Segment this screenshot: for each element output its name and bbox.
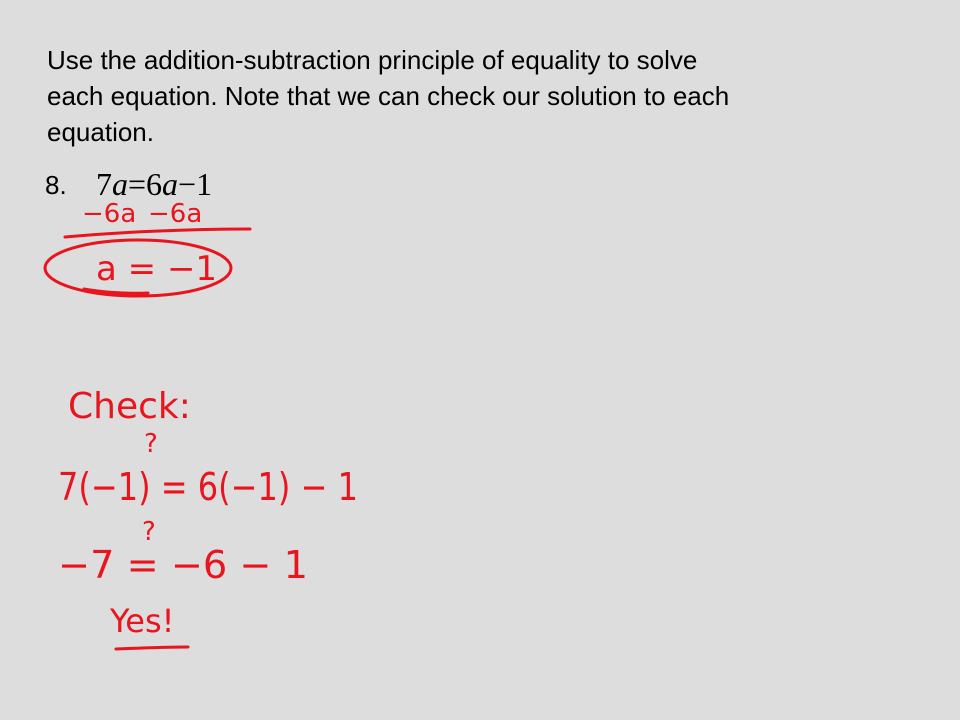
equation-rhs-coefficient: 6: [146, 166, 163, 202]
check-label: Check:: [68, 386, 191, 427]
subtract-6a-left: −6a: [82, 199, 137, 229]
check-line-2: −7 = −6 − 1: [58, 543, 308, 587]
instructions-line-2: each equation. Note that we can check our solution to each: [47, 81, 730, 111]
solution-text: a = −1: [96, 249, 218, 289]
equation-rhs-variable: a: [162, 166, 179, 202]
equation-lhs-coefficient: 7: [96, 166, 112, 202]
instructions-line-1: Use the addition-subtraction principle of equality to solve: [47, 45, 698, 75]
equation-equals-sign: =: [128, 166, 147, 202]
instructions-line-3: equation.: [47, 117, 154, 147]
verdict-text: Yes!: [110, 602, 175, 640]
question-mark-2: ?: [142, 517, 156, 547]
subtraction-underline: [65, 229, 250, 237]
verdict-underline: [116, 647, 188, 649]
check-line-1: 7(−1) = 6(−1) − 1: [58, 465, 358, 509]
subtract-6a-right: −6a: [148, 199, 203, 229]
problem-number: 8.: [45, 170, 67, 200]
equation-lhs-variable: a: [112, 166, 128, 202]
equation-rhs-constant: −1: [178, 166, 213, 202]
question-mark-1: ?: [144, 429, 158, 459]
